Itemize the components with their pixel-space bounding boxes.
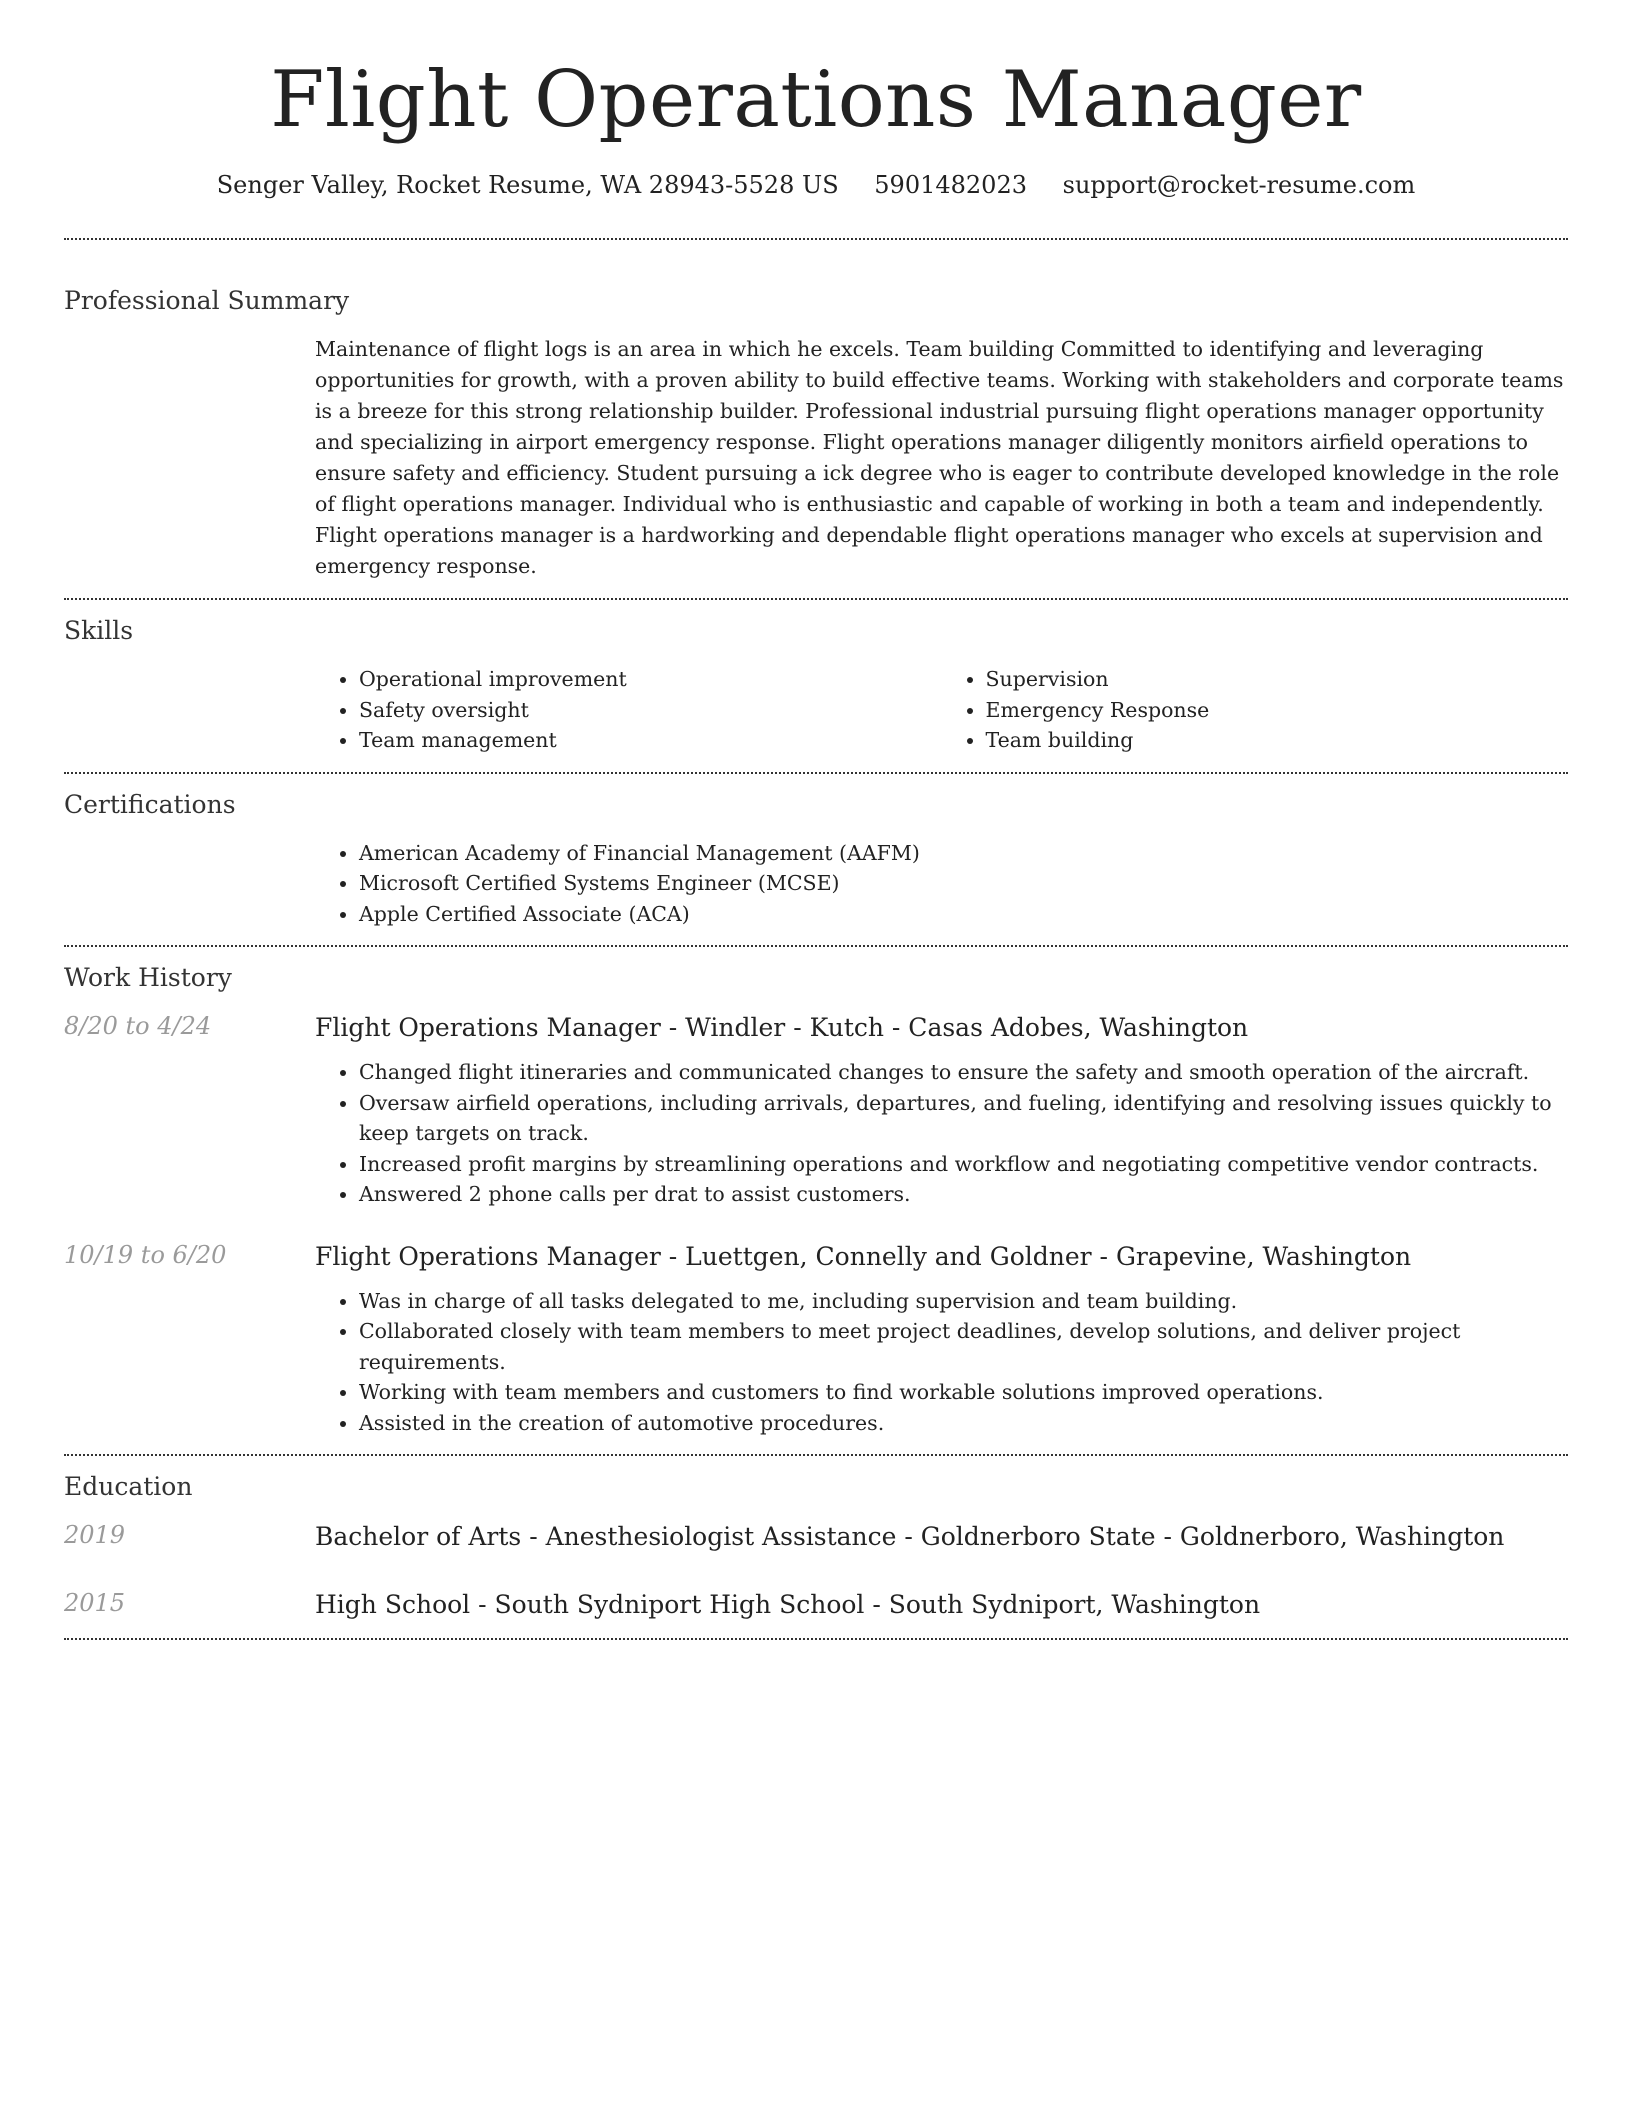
education-entry (64, 1588, 1568, 1622)
list-item: • Team building (986, 725, 1569, 756)
education-entry (64, 1520, 1568, 1554)
certifications-list (315, 838, 1568, 930)
list-item: • Increased profit margins by streamlining operations and workflow and negotiating competitive vendor contracts. (359, 1149, 1568, 1180)
list-item: • Assisted in the creation of automotive procedures. (359, 1408, 1568, 1439)
education-year: 2019 (64, 1521, 126, 1549)
section-divider (64, 1638, 1568, 1640)
candidate-name: Flight Operations Manager (270, 55, 1362, 145)
contact-line (64, 170, 1568, 200)
list-item: • Answered 2 phone calls per drat to assist customers. (359, 1179, 1568, 1210)
education-title: High School - South Sydniport High School - South Sydniport, Washington (315, 1590, 1261, 1619)
skills-column-left (315, 664, 942, 756)
list-item: • Supervision (986, 664, 1569, 695)
contact-email: support@rocket-resume.com (1062, 171, 1416, 199)
work-history-section (64, 947, 1568, 1454)
job-bullets (315, 1286, 1568, 1439)
job-entry (64, 1240, 1568, 1439)
list-item: • Working with team members and customers to find workable solutions improved operations. (359, 1377, 1568, 1408)
job-bullets (315, 1057, 1568, 1210)
job-title: Flight Operations Manager - Luettgen, Connelly and Goldner - Grapevine, Washington (315, 1241, 1412, 1271)
job-dates: 8/20 to 4/24 (64, 1012, 212, 1040)
contact-phone: 5901482023 (874, 171, 1027, 199)
education-section (64, 1456, 1568, 1638)
list-item: • Safety oversight (359, 695, 942, 726)
section-title-certifications: Certifications (64, 789, 236, 819)
summary-section (64, 240, 1568, 598)
job-entry (64, 1011, 1568, 1210)
list-item: • Was in charge of all tasks delegated to me, including supervision and team building. (359, 1286, 1568, 1317)
list-item: • Microsoft Certified Systems Engineer (MCSE) (359, 868, 1568, 899)
skills-column-right (942, 664, 1569, 756)
contact-address: Senger Valley, Rocket Resume, WA 28943-5528 US (216, 171, 839, 199)
section-title-work: Work History (64, 963, 232, 992)
list-item: • Collaborated closely with team members to meet project deadlines, develop solutions, and deliver project requirements. (359, 1316, 1568, 1377)
section-title-education: Education (64, 1472, 193, 1501)
summary-row (64, 334, 1568, 582)
job-details (315, 1011, 1568, 1210)
summary-text: Maintenance of flight logs is an area in which he excels. Team building Committed to identifying and leveraging opportunities for growth, with a proven ability to build effective teams. Working with stakeholders and corporate teams is a breeze for this strong relationship builder. Professional industrial pursuing flight operations manager opportunity and specializing in airport emergency response. Flight operations manager diligently monitors airfield operations to ensure safety and efficiency. Student pursuing a ick degree who is eager to contribute developed knowledge in the role of flight operations manager. Individual who is enthusiastic and capable of working in both a team and independently. Flight operations manager is a hardworking and dependable flight operations manager who excels at supervision and emergency response. (315, 337, 1564, 578)
section-title-summary: Professional Summary (64, 286, 350, 315)
list-item: • Oversaw airfield operations, including arrivals, departures, and fueling, identifying and resolving issues quickly to keep targets on track. (359, 1088, 1568, 1149)
certifications-bullets (315, 838, 1568, 930)
list-item: • Emergency Response (986, 695, 1569, 726)
skills-left-spacer (64, 664, 315, 756)
resume-header (64, 0, 1568, 200)
skills-row (64, 664, 1568, 756)
job-details (315, 1240, 1568, 1439)
certifications-row (64, 838, 1568, 930)
list-item: • American Academy of Financial Management (AAFM) (359, 838, 1568, 869)
job-title: Flight Operations Manager - Windler - Kutch - Casas Adobes, Washington (315, 1013, 1249, 1042)
certifications-left-spacer (64, 838, 315, 930)
section-title-skills: Skills (64, 616, 134, 645)
education-year: 2015 (64, 1589, 126, 1617)
skills-section (64, 600, 1568, 772)
skills-list (315, 664, 1568, 756)
list-item: • Operational improvement (359, 664, 942, 695)
list-item: • Team management (359, 725, 942, 756)
certifications-section (64, 774, 1568, 946)
summary-body (315, 334, 1568, 582)
list-item: • Changed flight itineraries and communicated changes to ensure the safety and smooth operation of the aircraft. (359, 1057, 1568, 1088)
summary-left-spacer (64, 334, 315, 582)
education-title: Bachelor of Arts - Anesthesiologist Assistance - Goldnerboro State - Goldnerboro, Washington (315, 1522, 1505, 1551)
job-dates: 10/19 to 6/20 (64, 1240, 227, 1269)
list-item: • Apple Certified Associate (ACA) (359, 899, 1568, 930)
